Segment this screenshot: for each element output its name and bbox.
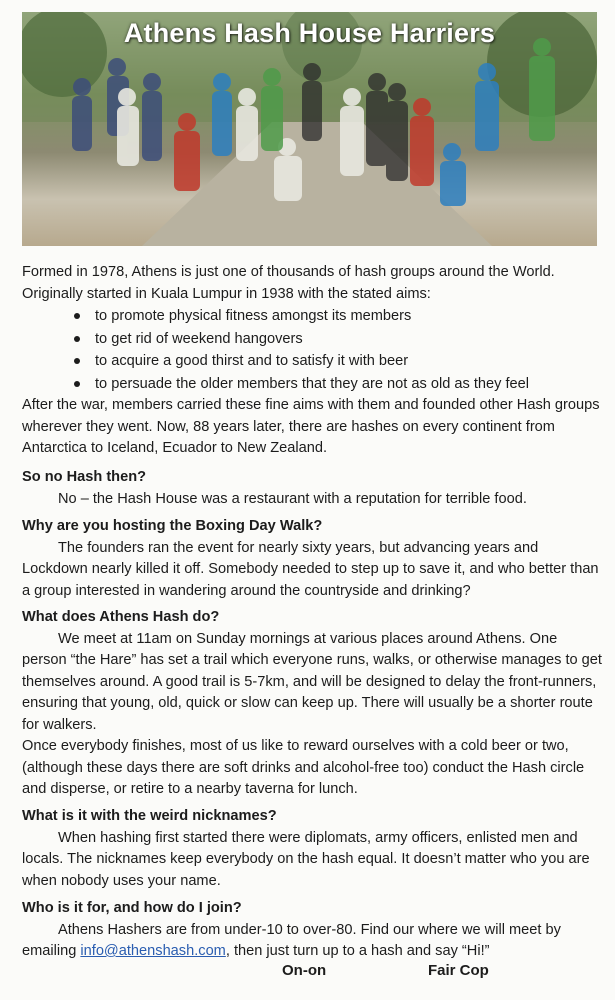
section-heading: What is it with the weird nicknames?	[22, 808, 277, 824]
section-heading: What does Athens Hash do?	[22, 609, 220, 625]
bullet-icon	[74, 336, 80, 342]
email-link[interactable]: info@athenshash.com	[80, 943, 226, 959]
group-photo	[22, 12, 597, 246]
bullet-icon	[74, 358, 80, 364]
section-heading: Why are you hosting the Boxing Day Walk?	[22, 518, 323, 534]
join-text-b: , then just turn up to a hash and say “Hi!”	[225, 943, 490, 959]
photo-title: Athens Hash House Harriers	[123, 18, 496, 48]
section-no-hash	[22, 467, 602, 510]
section-body-2: Once everybody finishes, most of us like to reward ourselves with a cold beer or two, (although these days there are soft drinks and alcohol-free too) conduct the Hash circle and disperse, or retire to a nearby taverna for lunch.	[22, 738, 585, 797]
intro-after: After the war, members carried these fine aims with them and founded other Hash groups wherever they went. Now, 88 years later, there are hashes on every continent from Antarctica to Iceland, Ecuador to New Zealand.	[22, 397, 600, 456]
intro-line-1: Formed in 1978, Athens is just one of thousands of hash groups around the World.	[22, 264, 555, 280]
section-what-we-do	[22, 607, 602, 801]
aims-list	[22, 305, 602, 395]
list-item	[22, 328, 602, 351]
list-item	[22, 373, 602, 396]
aim-text: to acquire a good thirst and to satisfy it with beer	[95, 353, 409, 369]
section-nicknames	[22, 806, 602, 892]
section-body: No – the Hash House was a restaurant with a reputation for terrible food.	[58, 490, 527, 507]
aim-text: to promote physical fitness amongst its members	[95, 308, 412, 324]
list-item	[22, 350, 602, 373]
bullet-icon	[74, 313, 80, 319]
join-text-a: Athens Hashers are from under-10 to over-80. Find our where we will meet by emailing	[22, 921, 561, 959]
list-item	[22, 305, 602, 328]
section-body	[22, 920, 602, 963]
intro-block	[22, 262, 602, 460]
section-heading: Who is it for, and how do I join?	[22, 900, 242, 916]
signoff-right: Fair Cop	[428, 962, 489, 979]
section-body: The founders ran the event for nearly sixty years, but advancing years and Lockdown nearly killed it off. Somebody needed to step up to save it, and who better than a group interested in wandering around the countryside and drinking?	[22, 539, 599, 599]
bullet-icon	[74, 381, 80, 387]
section-join	[22, 898, 602, 963]
aim-text: to get rid of weekend hangovers	[95, 330, 303, 347]
section-body: We meet at 11am on Sunday mornings at various places around Athens. One person “the Hare” has set a trail which everyone runs, walks, or otherwise manages to get themselves around. A good trail is 5-7km, and will be designed to delay the front-runners, ensuring that young, old, quick or slow can keep up. There will usually be a shorter route for walkers.	[22, 630, 602, 733]
section-boxing-day	[22, 516, 602, 602]
signoff-left: On-on	[282, 962, 327, 979]
section-heading: So no Hash then?	[22, 469, 147, 485]
section-body: When hashing first started there were diplomats, army officers, enlisted men and locals. The nicknames keep everybody on the hash equal. It doesn’t matter who you are when nobody uses your name.	[22, 829, 590, 889]
intro-line-2: Originally started in Kuala Lumpur in 1938 with the stated aims:	[22, 285, 431, 302]
aim-text: to persuade the older members that they are not as old as they feel	[95, 375, 530, 392]
